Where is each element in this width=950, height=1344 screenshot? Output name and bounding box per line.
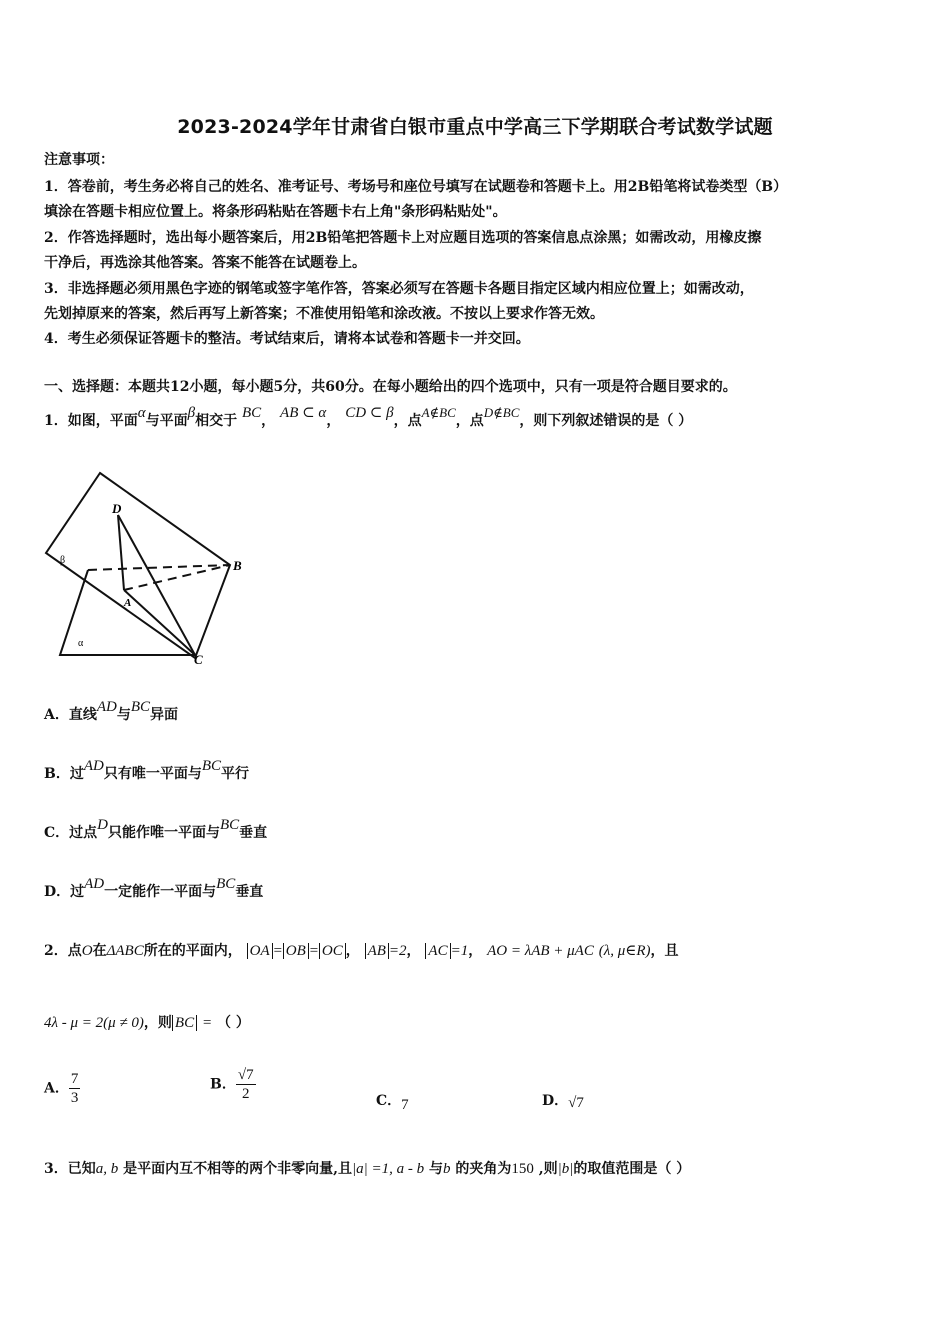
q2-option-d[interactable]: D．√7	[542, 1093, 584, 1111]
note-line-4: 干净后，再选涂其他答案。答案不能答在试题卷上。	[44, 255, 366, 271]
plane-beta-outline	[46, 473, 230, 658]
note-line-1: 1．答卷前，考生务必将自己的姓名、准考证号、考场号和座位号填写在试题卷和答题卡上。用2B铅笔将试卷类型（B）	[44, 179, 788, 195]
note-line-2: 填涂在答题卡相应位置上。将条形码粘贴在答题卡右上角"条形码粘贴处"。	[44, 204, 507, 220]
label-c: C	[194, 652, 203, 667]
note-line-7: 4．考生必须保证答题卡的整洁。考试结束后，请将本试卷和答题卡一并交回。	[44, 331, 530, 347]
q2-option-b[interactable]: B． $\frac{√7}{2}$	[210, 1067, 254, 1102]
question-2-stem: 2．点O在ΔABC所在的平面内， OA = OB = OC ， AB =2， AC =1， AO = λAB + μAC (λ, μ∈R)，且	[44, 943, 679, 959]
question-1-stem: 1．如图，平面α与平面β相交于 BC， AB ⊂ α， CD ⊂ β，点A∉BC，点D∉BC，则下列叙述错误的是（ ）	[44, 405, 693, 429]
dashed-alpha-edge	[88, 565, 230, 570]
q2-option-c[interactable]: C．7	[376, 1093, 409, 1113]
question-3-stem: 3．已知a, b 是平面内互不相等的两个非零向量,且|a| =1, a - b 与b 的夹角为150 ,则|b|的取值范围是（ ）	[44, 1161, 691, 1177]
label-b: B	[233, 558, 242, 573]
q1-option-d[interactable]: D．过AD一定能作一平面与BC垂直	[44, 876, 264, 900]
page-title: 2023-2024学年甘肃省白银市重点中学高三下学期联合考试数学试题	[177, 116, 773, 138]
q1-option-c[interactable]: C．过点D只能作唯一平面与BC垂直	[44, 817, 268, 841]
section-heading: 一、选择题：本题共12小题，每小题5分，共60分。在每小题给出的四个选项中，只有一项是符合题目要求的。	[44, 379, 737, 395]
note-line-6: 先划掉原来的答案，然后再写上新答案；不准使用铅笔和涂改液。不按以上要求作答无效。	[44, 306, 604, 322]
label-a: A	[124, 597, 132, 609]
geometry-figure	[40, 465, 260, 670]
note-line-3: 2．作答选择题时，选出每小题答案后，用2B铅笔把答题卡上对应题目选项的答案信息点涂黑；如需改动，用橡皮擦	[44, 230, 762, 246]
label-d: D	[112, 501, 122, 516]
edge-dc	[118, 515, 195, 655]
label-alpha: α	[78, 638, 84, 649]
q1-option-a[interactable]: A．直线AD与BC异面	[44, 699, 179, 723]
question-2-line-2: 4λ - μ = 2(μ ≠ 0)，则 BC = （ ）	[44, 1015, 250, 1031]
q1-option-b[interactable]: B．过AD只有唯一平面与BC平行	[44, 758, 250, 782]
note-line-5: 3．非选择题必须用黑色字迹的钢笔或签字笔作答，答案必须写在答题卡各题目指定区域内相应位置上；如需改动，	[44, 281, 754, 297]
label-beta: β	[60, 555, 66, 566]
notes-heading: 注意事项：	[44, 152, 114, 168]
edge-ac	[124, 590, 195, 655]
q2-option-a[interactable]: A． $\frac{7}{3}$	[44, 1071, 79, 1106]
